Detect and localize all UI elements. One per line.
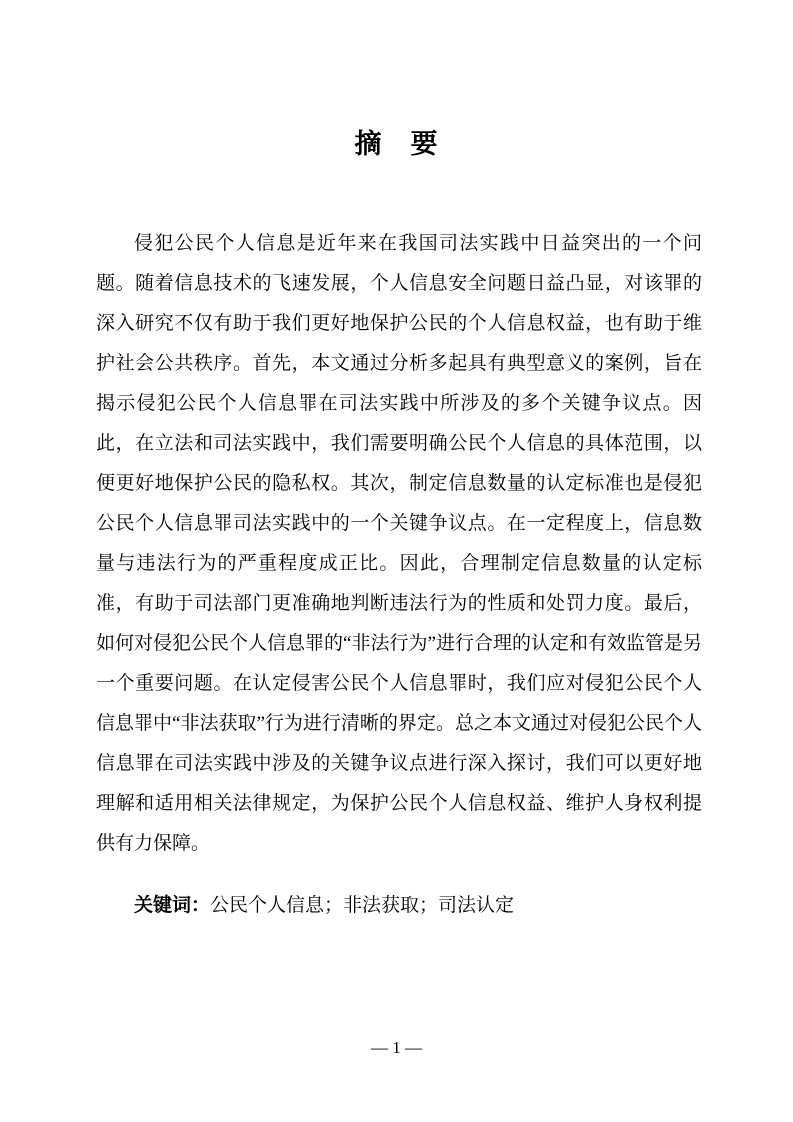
abstract-paragraph: 侵犯公民个人信息是近年来在我国司法实践中日益突出的一个问题。随着信息技术的飞速发展，个人信息安全问题日益凸显，对该罪的深入研究不仅有助于我们更好地保护公民的个人信息权益，也有助于维护社会公共秩序。首先，本文通过分析多起具有典型意义的案例，旨在揭示侵犯公民个人信息罪在司法实践中所涉及的多个关键争议点。因此，在立法和司法实践中，我们需要明确公民个人信息的具体范围，以便更好地保护公民的隐私权。其次，制定信息数量的认定标准也是侵犯公民个人信息罪司法实践中的一个关键争议点。在一定程度上，信息数量与违法行为的严重程度成正比。因此，合理制定信息数量的认定标准，有助于司法部门更准确地判断违法行为的性质和处罚力度。最后，如何对侵犯公民个人信息罪的“非法行为”进行合理的认定和有效监管是另一个重要问题。在认定侵害公民个人信息罪时，我们应对侵犯公民个人信息罪中“非法获取”行为进行清晰的界定。总之本文通过对侵犯公民个人信息罪在司法实践中涉及的关键争议点进行深入探讨，我们可以更好地理解和适用相关法律规定，为保护公民个人信息权益、维护人身权利提供有力保障。 bbox=[96, 233, 702, 854]
keywords-value: 公民个人信息；非法获取；司法认定 bbox=[210, 895, 515, 916]
keywords-label: 关键词： bbox=[134, 895, 211, 916]
abstract-title: 摘 要 bbox=[354, 129, 439, 159]
page-number: — 1 — bbox=[371, 1038, 422, 1057]
keywords-line bbox=[96, 886, 702, 926]
